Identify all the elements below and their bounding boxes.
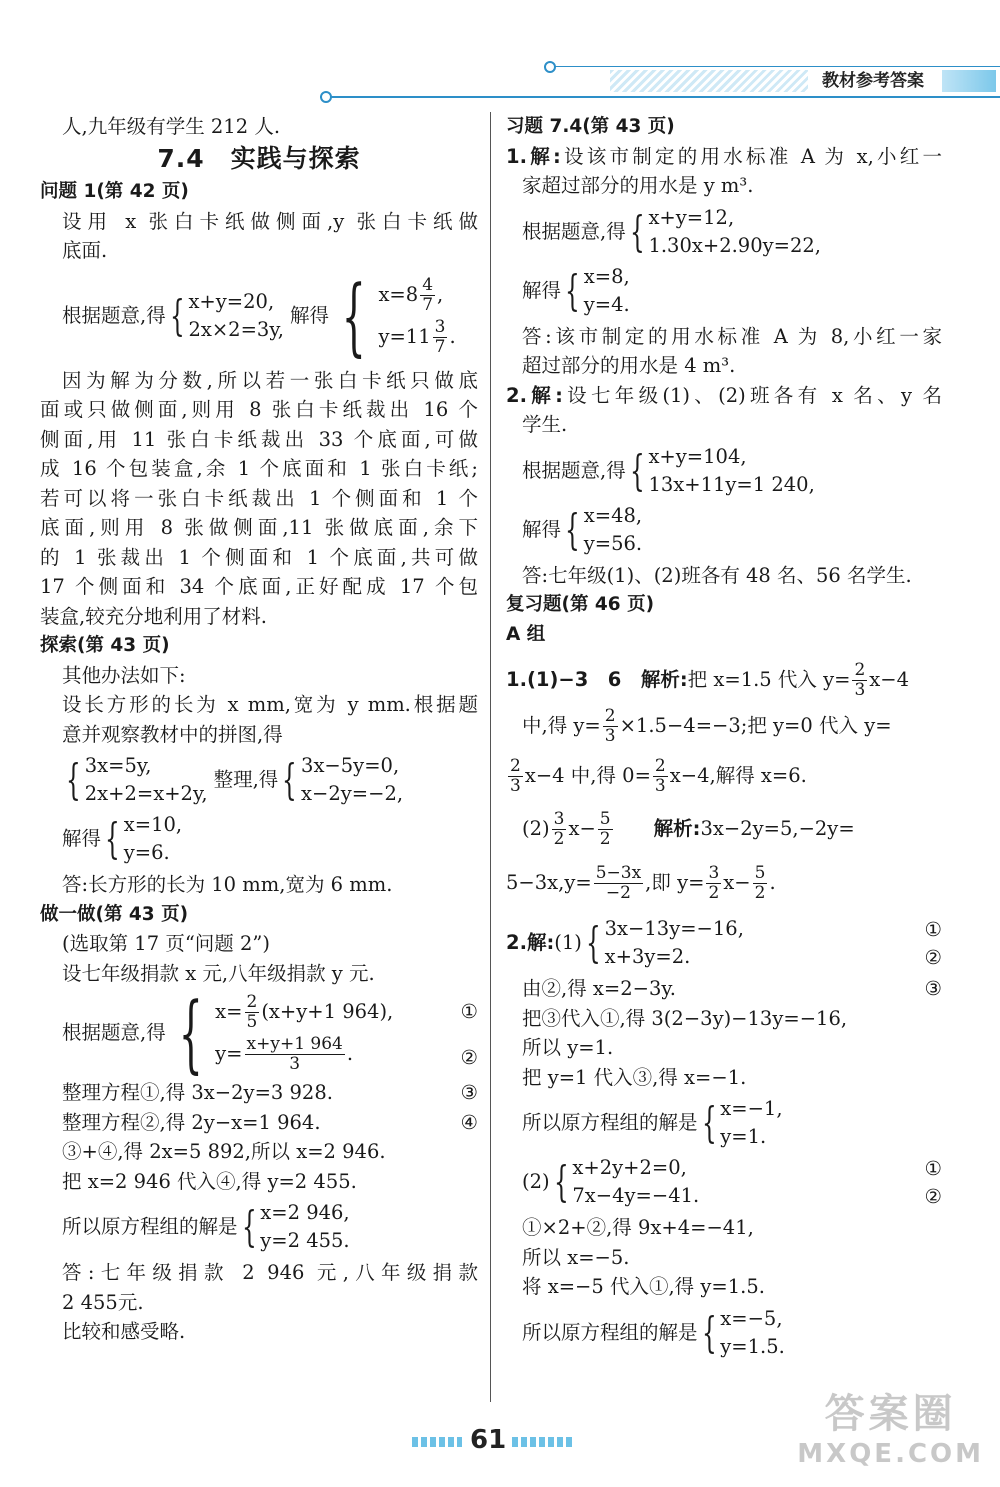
page-header: [320, 56, 1000, 106]
solution: x=8 $\frac{4}{7}$ ,: [378, 274, 444, 315]
solution: x=8,: [583, 264, 630, 288]
answer-line: 2 455元.: [62, 1290, 144, 1314]
equation: x= $\frac{2}{5}$ (x+y+1 964),: [215, 992, 394, 1032]
solution: y=56.: [583, 531, 643, 555]
answer-line: 答:七年级捐款 2 946 元,八年级捐款: [62, 1261, 478, 1284]
system-lead: 根据题意,得: [62, 1021, 166, 1045]
solution: y=6.: [123, 841, 170, 864]
text-line: 面或只做侧面,则用 8 张白卡纸裁出 16 个: [40, 398, 478, 421]
equation-system: [506, 204, 942, 260]
header-accent-bar: [942, 70, 996, 92]
equation: 3x−13y=−16,: [604, 917, 744, 940]
equation: 2x+2=x+2y,: [84, 782, 208, 805]
problem-heading: 问题 1(第 42 页): [40, 181, 189, 202]
system-lead: 解得: [62, 827, 102, 851]
text-line: 所以 y=1.: [522, 1036, 614, 1059]
brace-icon: {: [66, 755, 81, 804]
equations: [188, 288, 284, 344]
text-line: 比较和感受略.: [62, 1320, 186, 1343]
header-pattern-band: [610, 70, 810, 92]
text-line: 2.解:设七年级(1)、(2)班各有 x 名、y 名: [506, 383, 942, 407]
equation-marker: ③: [924, 977, 942, 1000]
part-label: (1): [554, 931, 582, 955]
text-line: 成 16 个包装盒,余 1 个底面和 1 张白卡纸;: [40, 457, 478, 480]
text-line: 因为解为分数,所以若一张白卡纸只做底: [62, 368, 478, 392]
equation: 3x−5y=0,: [301, 754, 400, 777]
solution-system: [40, 1199, 478, 1255]
equation-system: [40, 752, 478, 808]
solution: y=1.5.: [720, 1334, 785, 1358]
solution: y=4.: [583, 292, 630, 316]
solutions: [584, 263, 630, 319]
system-lead: 所以原方程组的解是: [522, 1320, 698, 1344]
text-line: 底面,则用 8 张做侧面,11 张做底面,余下: [40, 516, 478, 539]
equation: 2x×2=3y,: [188, 317, 284, 341]
problem-heading: 复习题(第 46 页): [506, 594, 655, 615]
text-line: 装盒,较充分地利用了材料.: [40, 604, 267, 628]
equation-marker: ②: [460, 1046, 478, 1069]
solution-system: [506, 263, 942, 319]
equation: x−2y=−2,: [301, 782, 404, 805]
text-line: 把 x=2 946 代入④,得 y=2 455.: [62, 1169, 357, 1193]
solutions: [584, 502, 642, 558]
equation-marker: ②: [924, 946, 942, 969]
solution: y=1.: [720, 1125, 767, 1148]
text-line: 其他办法如下:: [62, 663, 186, 687]
brace-icon: {: [282, 755, 298, 804]
equations: [301, 752, 403, 808]
problem-heading: 做一做(第 43 页): [40, 903, 189, 925]
text-line: ③+④,得 2x=5 892,所以 x=2 946.: [62, 1140, 386, 1163]
solutions: [260, 1199, 349, 1255]
text-line: 17 个侧面和 34 个底面,正好配成 17 个包: [40, 575, 478, 598]
solution-system: [506, 1305, 942, 1361]
text-line: (2) $\frac{3}{2}$ x− $\frac{5}{2}$ 解析:3x−2y=5,−2y=: [522, 809, 855, 849]
text-line: 整理方程①,得 3x−2y=3 928. ③: [40, 1078, 478, 1108]
text-line: 人,九年级有学生 212 人.: [62, 115, 281, 138]
equations: [572, 1154, 699, 1210]
header-dot-bottom: [320, 91, 332, 103]
equation: 7x−4y=−41.: [572, 1184, 700, 1207]
solution-system: [40, 811, 478, 867]
equation: x+2y+2=0,: [572, 1156, 687, 1179]
brace-icon: {: [701, 1307, 717, 1357]
text-line: 底面.: [62, 239, 108, 262]
text-line: 所以 x=−5.: [522, 1245, 630, 1269]
header-top-rule: [552, 66, 1000, 67]
text-line: (选取第 17 页“问题 2”): [62, 932, 270, 955]
equation-marker: ③: [460, 1081, 478, 1104]
brace-icon: {: [585, 918, 601, 967]
part-label: (2): [522, 1170, 550, 1194]
header-bottom-rule: [320, 96, 1000, 98]
brace-icon: {: [629, 206, 645, 256]
solution: y=11 $\frac{3}{7}$ .: [378, 316, 456, 357]
solution: x=−5,: [720, 1306, 783, 1330]
problem-heading: 探索(第 43 页): [40, 635, 170, 656]
text-line: 整理方程②,得 2y−x=1 964. ④: [40, 1108, 478, 1138]
text-line: 设用 x 张白卡纸做侧面,y 张白卡纸做: [62, 209, 478, 233]
text-line: 的 1 张裁出 1 个侧面和 1 个底面,共可做: [40, 545, 478, 569]
text-line: 5−3x,y= $\frac{5-3x}{-2}$ ,即 y= $\frac{3}{2}$ x− $\frac{5}{2}$ .: [506, 863, 776, 903]
header-dot-top: [544, 61, 556, 73]
section-title: 7.4 实践与探索: [157, 143, 361, 173]
brace-icon: {: [565, 265, 580, 315]
left-column: [40, 112, 478, 1347]
text-line: 将 x=−5 代入①,得 y=1.5.: [522, 1275, 765, 1298]
text-line: 意并观察教材中的拼图,得: [62, 722, 283, 746]
brace-icon: {: [169, 290, 185, 340]
solutions: [720, 1305, 785, 1361]
text-line: 学生.: [522, 413, 568, 436]
text-line: 侧面,用 11 张白卡纸裁出 33 个底面,可做: [40, 427, 478, 451]
equation-system: [40, 266, 478, 365]
header-title: 教材参考答案: [808, 68, 938, 94]
solution-system: [506, 1095, 942, 1151]
brace-icon: {: [553, 1157, 569, 1206]
equation: 13x+11y=1 240,: [648, 472, 815, 496]
solution-system: [506, 502, 942, 558]
equations: [605, 915, 744, 971]
system-mid: 解得: [289, 303, 329, 327]
equation-system: [506, 1154, 942, 1210]
equations: [648, 204, 821, 260]
system-lead: 所以原方程组的解是: [522, 1111, 698, 1135]
footer-pattern-left: [412, 1437, 462, 1447]
solutions: [720, 1095, 782, 1151]
equation: y= $\frac{x+y+1 964}{3}$ .: [215, 1034, 354, 1074]
text-line: 设长方形的长为 x mm,宽为 y mm.根据题: [62, 693, 478, 716]
text-line: 1.(1)−3 6 解析:把 x=1.5 代入 y= $\frac{2}{3}$ x−4: [506, 660, 910, 700]
brace-icon: {: [701, 1098, 717, 1147]
text-line: 由②,得 x=2−3y. ③: [506, 974, 942, 1004]
equation-marker: ①: [460, 1000, 478, 1023]
watermark-logo: 答案圈 MXQE.COM: [797, 1391, 984, 1469]
solution: x=48,: [583, 503, 643, 527]
solution: x=10,: [123, 813, 183, 836]
brace-icon: {: [241, 1202, 257, 1251]
equation: 1.30x+2.90y=22,: [648, 233, 821, 257]
equations: [215, 991, 393, 1075]
solution: x=−1,: [720, 1097, 783, 1120]
equation-system: [40, 984, 478, 1082]
equations: [85, 752, 208, 808]
brace-icon: {: [341, 266, 366, 365]
brace-icon: {: [629, 445, 645, 495]
brace-icon: {: [105, 814, 120, 863]
problem-number: 2.解:: [506, 931, 555, 955]
equation-marker: ②: [924, 1185, 942, 1208]
system-mid: 整理,得: [213, 768, 279, 792]
system-lead: 解得: [522, 517, 562, 541]
group-heading: A 组: [506, 623, 546, 645]
equation-system: [506, 443, 942, 499]
system-lead: 所以原方程组的解是: [62, 1215, 238, 1239]
equation: x+3y=2.: [604, 945, 691, 968]
text-line: 把③代入①,得 3(2−3y)−13y=−16,: [522, 1006, 848, 1030]
equation-marker: ①: [924, 1157, 942, 1180]
equation: 3x=5y,: [84, 754, 152, 777]
right-column: [506, 112, 942, 1364]
text-line: $\frac{2}{3}$ x−4 中,得 0= $\frac{2}{3}$ x−4,解得 x=6.: [510, 756, 807, 796]
equations: [648, 443, 814, 499]
brace-icon: {: [565, 504, 580, 554]
equation-marker: ①: [924, 918, 942, 941]
answer-line: 答:长方形的长为 10 mm,宽为 6 mm.: [62, 873, 393, 896]
text-line: 1.解:设该市制定的用水标准 A 为 x,小红一: [506, 144, 942, 168]
equation-system: [506, 915, 942, 971]
system-lead: 根据题意,得: [522, 458, 626, 482]
column-divider: [490, 112, 491, 1402]
footer-pattern-right: [512, 1437, 572, 1447]
answer-line: 超过部分的用水是 4 m³.: [522, 354, 736, 377]
problem-heading: 习题 7.4(第 43 页): [506, 116, 675, 137]
solutions: [124, 811, 182, 867]
text-line: 中,得 y= $\frac{2}{3}$ ×1.5−4=−3;把 y=0 代入 y=: [522, 706, 892, 746]
system-lead: 根据题意,得: [522, 219, 626, 243]
equation: x+y=20,: [188, 289, 275, 313]
solutions: [378, 274, 455, 358]
brace-icon: {: [178, 984, 203, 1082]
answer-line: 答:该市制定的用水标准 A 为 8,小红一家: [522, 324, 942, 348]
text-line: 设七年级捐款 x 元,八年级捐款 y 元.: [62, 961, 375, 985]
equation: x+y=12,: [648, 205, 735, 229]
equation: x+y=104,: [648, 444, 747, 468]
text-line: ①×2+②,得 9x+4=−41,: [522, 1216, 754, 1239]
answer-line: 答:七年级(1)、(2)班各有 48 名、56 名学生.: [522, 563, 912, 587]
text-line: 把 y=1 代入③,得 x=−1.: [522, 1065, 747, 1089]
system-lead: 根据题意,得: [62, 303, 166, 327]
page-number: 61: [470, 1425, 507, 1455]
solution: x=2 946,: [260, 1201, 350, 1224]
solution: y=2 455.: [260, 1229, 350, 1252]
equation-marker: ④: [460, 1110, 478, 1134]
text-line: 家超过部分的用水是 y m³.: [522, 174, 754, 197]
system-lead: 解得: [522, 278, 562, 302]
text-line: 若可以将一张白卡纸裁出 1 个侧面和 1 个: [40, 486, 478, 510]
